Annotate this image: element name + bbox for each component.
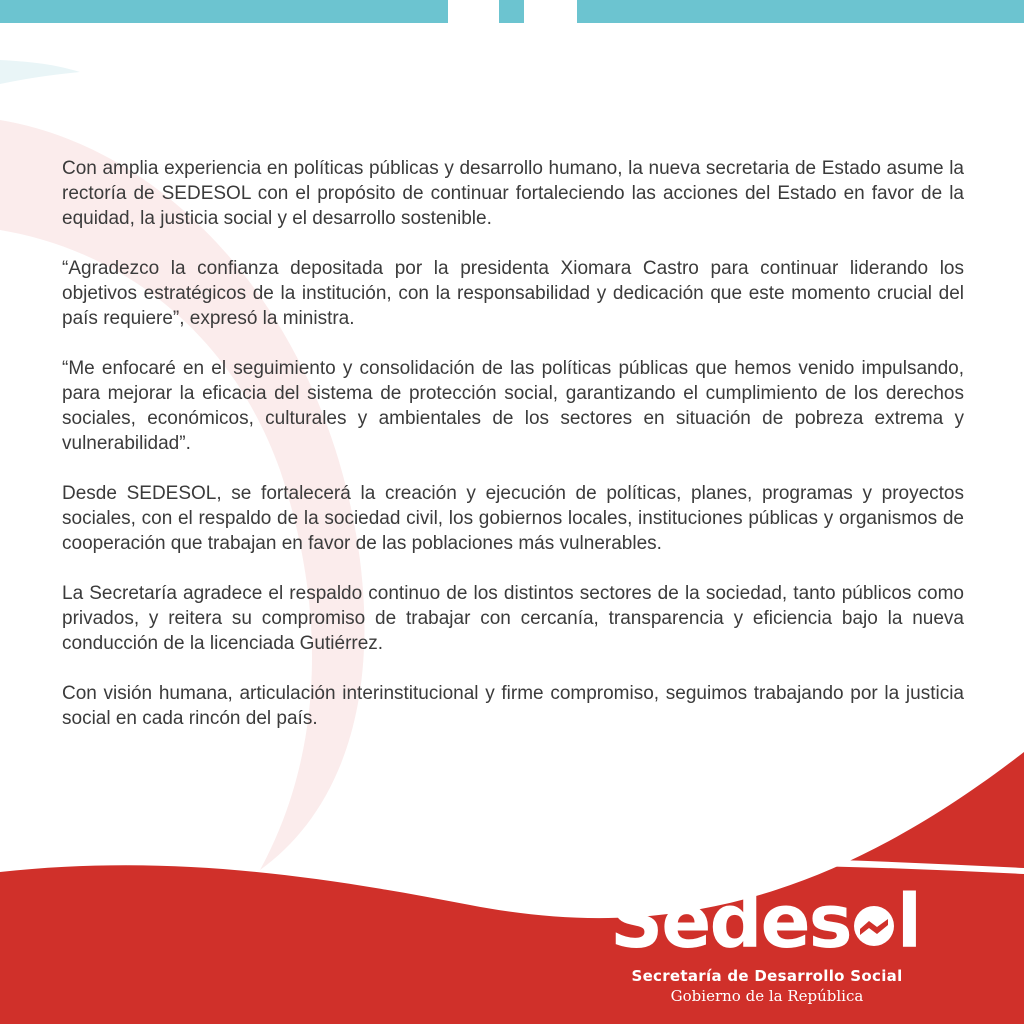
logo-wordmark-part: l — [896, 879, 921, 965]
logo-wordmark-part: Sedes — [610, 879, 851, 965]
paragraph: Con amplia experiencia en políticas públicas y desarrollo humano, la nueva secretaria de Estado asume la rectoría de SEDESOL con el propósito de continuar fortaleciendo las acciones del Estado en favor de la equidad, la justicia social y el desarrollo sostenible. — [62, 158, 964, 229]
logo-government: Gobierno de la República — [670, 987, 864, 1005]
handshake-icon — [851, 882, 897, 962]
paragraph: “Agradezco la confianza depositada por la presidenta Xiomara Castro para continuar liderando los objetivos estratégicos de la institución, con la responsabilidad y dedicación que este momento crucial del país requiere”, expresó la ministra. — [62, 258, 964, 329]
article-body — [62, 156, 964, 756]
paragraph: La Secretaría agradece el respaldo continuo de los distintos sectores de la sociedad, tanto públicos como privados, y reitera su compromiso de trabajar con cercanía, transparencia y eficiencia bajo la nueva conducción de la licenciada Gutiérrez. — [62, 583, 964, 654]
paragraph: Con visión humana, articulación interinstitucional y firme compromiso, seguimos trabajando por la justicia social en cada rincón del país. — [62, 683, 964, 729]
paragraph: “Me enfocaré en el seguimiento y consolidación de las políticas públicas que hemos venido impulsando, para mejorar la eficacia del sistema de protección social, garantizando el cumplimiento de los derechos sociales, económicos, culturales y ambientales de los sectores en situación de pobreza extrema y vulnerabilidad”. — [62, 358, 964, 454]
logo-subtitle: Secretaría de Desarrollo Social — [631, 967, 903, 985]
sedesol-logo — [604, 879, 924, 1008]
logo-wordmark — [610, 879, 921, 965]
paragraph: Desde SEDESOL, se fortalecerá la creación y ejecución de políticas, planes, programas y proyectos sociales, con el respaldo de la sociedad civil, los gobiernos locales, instituciones públicas y organismos de cooperación que trabajan en favor de las poblaciones más vulnerables. — [62, 483, 964, 554]
faint-swoosh-decoration-2 — [0, 60, 80, 84]
